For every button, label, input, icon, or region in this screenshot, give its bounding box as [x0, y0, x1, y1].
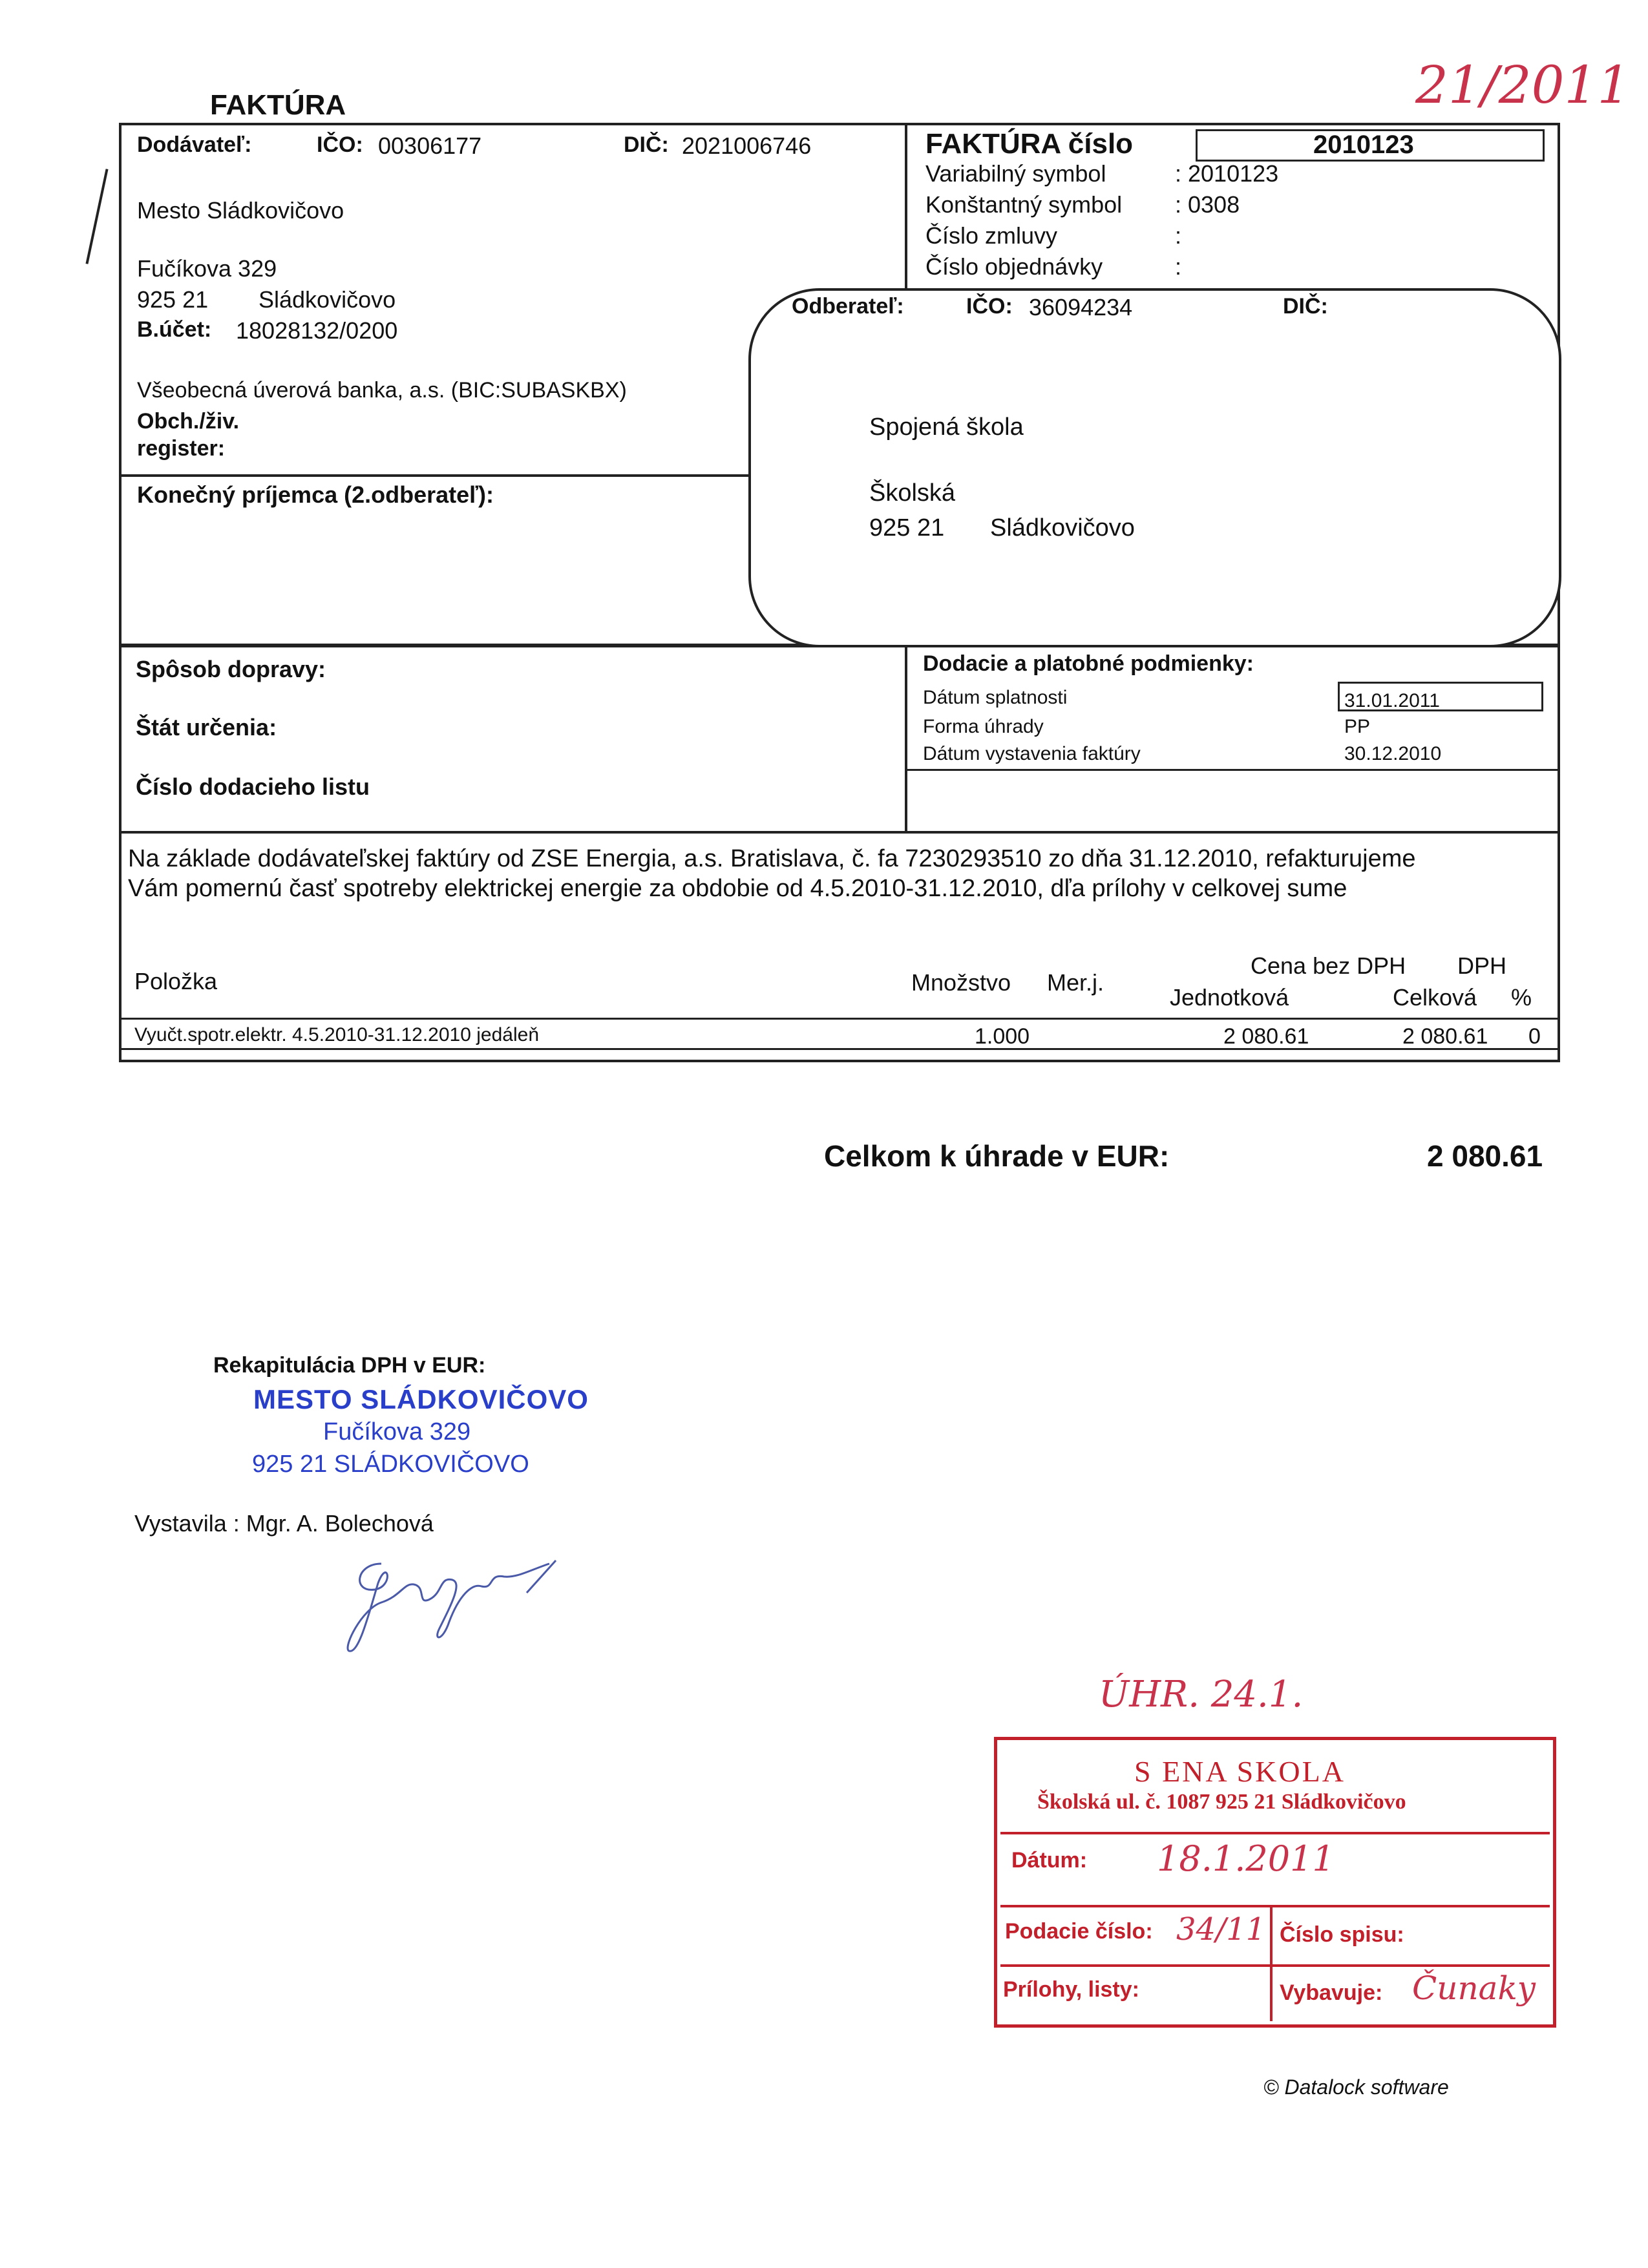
row-unit-price: 2 080.61	[1223, 1024, 1309, 1049]
payment-form-label: Forma úhrady	[923, 716, 1044, 737]
customer-zip: 925 21	[869, 514, 945, 541]
table-header-line	[119, 1018, 1560, 1020]
description-line-2: Vám pomernú časť spotreby elektrickej energie za obdobie od 4.5.2010-31.12.2010, dľa prílohy v celkovej sume	[128, 875, 1347, 902]
variable-symbol: : 2010123	[1175, 160, 1279, 187]
red-stamp-date-label: Dátum:	[1011, 1848, 1088, 1873]
variable-symbol-label: Variabilný symbol	[925, 160, 1106, 187]
row-item: Vyučt.spotr.elektr. 4.5.2010-31.12.2010 jedáleň	[134, 1024, 540, 1045]
red-stamp-line-3	[1000, 1964, 1550, 1967]
col-item: Položka	[134, 968, 218, 994]
handwritten-payment-note: ÚHR. 24.1.	[1099, 1674, 1304, 1716]
supplier-zip: 925 21	[137, 286, 209, 313]
constant-symbol: : 0308	[1175, 191, 1240, 218]
row-qty: 1.000	[975, 1024, 1030, 1049]
customer-name: Spojená škola	[869, 414, 1024, 441]
order-value: :	[1175, 253, 1182, 280]
customer-street: Školská	[869, 479, 956, 507]
issue-date-label: Dátum vystavenia faktúry	[923, 743, 1141, 764]
stamp-blue-line-2: Fučíkova 329	[323, 1418, 471, 1445]
contract-value: :	[1175, 222, 1182, 249]
red-stamp-school: S ENA SKOLA	[1134, 1755, 1346, 1788]
invoice-number: 2010123	[1313, 131, 1414, 159]
col-vat: DPH	[1457, 952, 1507, 979]
red-stamp-handled-label: Vybavuje:	[1280, 1980, 1383, 2005]
customer-ico-label: IČO:	[966, 294, 1013, 319]
customer-dic-label: DIČ:	[1283, 294, 1328, 319]
supplier-city: Sládkovičovo	[259, 286, 396, 313]
supplier-account-label: B.účet:	[137, 317, 212, 342]
red-stamp-divider	[1270, 1905, 1273, 2021]
transport-label: Spôsob dopravy:	[136, 656, 326, 682]
invoice-number-label: FAKTÚRA číslo	[925, 128, 1134, 160]
header-divider	[905, 123, 907, 296]
vat-recap-label: Rekapitulácia DPH v EUR:	[213, 1353, 486, 1378]
col-price-group: Cena bez DPH	[1251, 952, 1406, 979]
row-total: 2 080.61	[1402, 1024, 1488, 1049]
red-stamp-reg-value: 34/11	[1176, 1911, 1266, 1948]
supplier-ico-label: IČO:	[317, 132, 363, 157]
total-label: Celkom k úhrade v EUR:	[824, 1139, 1170, 1173]
red-stamp-line-1	[1000, 1832, 1550, 1834]
row-vat: 0	[1528, 1024, 1541, 1049]
supplier-street: Fučíkova 329	[137, 255, 277, 282]
supplier-dic-label: DIČ:	[624, 132, 669, 157]
red-stamp-file-label: Číslo spisu:	[1280, 1922, 1404, 1947]
stamp-blue-line-3: 925 21 SLÁDKOVIČOVO	[252, 1451, 529, 1478]
issued-by: Vystavila : Mgr. A. Bolechová	[134, 1510, 434, 1537]
register-label-2: register:	[137, 436, 226, 461]
supplier-label: Dodávateľ:	[137, 132, 252, 157]
constant-symbol-label: Konštantný symbol	[925, 191, 1123, 218]
terms-box	[119, 645, 1560, 834]
issue-date: 30.12.2010	[1344, 743, 1442, 764]
red-stamp-address: Školská ul. č. 1087 925 21 Sládkovičovo	[1037, 1790, 1406, 1814]
customer-box	[748, 288, 1561, 647]
red-stamp-reg-label: Podacie číslo:	[1005, 1919, 1153, 1944]
invoice-heading: FAKTÚRA	[210, 89, 346, 121]
customer-ico: 36094234	[1029, 294, 1133, 320]
terms-bottom-line	[905, 769, 1560, 771]
supplier-dic: 2021006746	[682, 132, 812, 159]
footer-copyright: © Datalock software	[1263, 2075, 1449, 2099]
total-value: 2 080.61	[1427, 1139, 1543, 1173]
col-unit: Mer.j.	[1047, 969, 1104, 996]
col-qty: Množstvo	[911, 969, 1011, 996]
recipient-separator	[119, 474, 765, 477]
state-label: Štát určenia:	[136, 714, 277, 740]
order-label: Číslo objednávky	[925, 253, 1103, 280]
register-label-1: Obch./živ.	[137, 409, 240, 434]
red-stamp-date-value: 18.1.2011	[1157, 1838, 1335, 1879]
customer-label: Odberateľ:	[792, 294, 904, 319]
customer-city: Sládkovičovo	[990, 514, 1135, 541]
terms-title: Dodacie a platobné podmienky:	[923, 651, 1254, 676]
terms-divider	[905, 645, 907, 834]
payment-form: PP	[1344, 716, 1371, 737]
signature-icon	[343, 1544, 562, 1661]
contract-label: Číslo zmluvy	[925, 222, 1058, 249]
red-stamp-handled-value: Čunaky	[1412, 1969, 1536, 2007]
handwritten-number: 21/2011	[1415, 55, 1631, 115]
col-vat-pct: %	[1511, 984, 1532, 1011]
supplier-bank: Všeobecná úverová banka, a.s. (BIC:SUBASKBX)	[137, 378, 627, 403]
supplier-ico: 00306177	[378, 132, 482, 159]
stamp-blue-line-1: MESTO SLÁDKOVIČOVO	[253, 1384, 589, 1414]
supplier-account: 18028132/0200	[236, 317, 398, 344]
final-recipient-label: Konečný príjemca (2.odberateľ):	[137, 481, 494, 508]
delivery-note-label: Číslo dodacieho listu	[136, 773, 370, 800]
due-date: 31.01.2011	[1344, 690, 1440, 711]
col-total: Celková	[1393, 984, 1477, 1011]
due-date-label: Dátum splatnosti	[923, 687, 1068, 708]
description-line-1: Na základe dodávateľskej faktúry od ZSE Energia, a.s. Bratislava, č. fa 7230293510 zo dňa 31.12.2010, refakturujeme	[128, 845, 1416, 872]
col-unit-price: Jednotková	[1170, 984, 1289, 1011]
supplier-name: Mesto Sládkovičovo	[137, 197, 344, 224]
margin-mark	[85, 169, 108, 264]
red-stamp-attachments-label: Prílohy, listy:	[1003, 1977, 1139, 2002]
red-stamp-line-2	[1000, 1905, 1550, 1907]
table-row-line	[119, 1048, 1560, 1050]
